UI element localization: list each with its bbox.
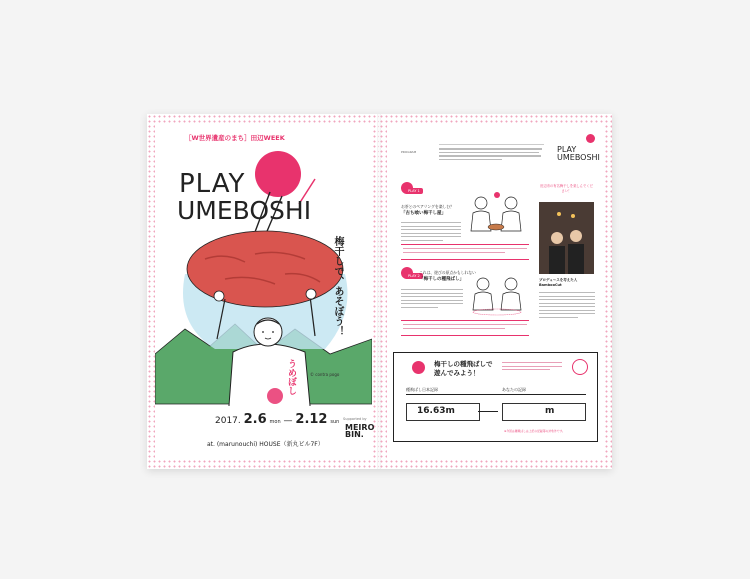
play1-info <box>401 244 529 260</box>
play1-heading-b: 「古ち喰い梅干し屋」 <box>401 211 446 216</box>
inside-logo-line1: PLAY <box>557 145 577 154</box>
play2-body <box>401 287 463 310</box>
seed-spitting-game-box <box>393 352 598 442</box>
play1-illustration <box>467 189 527 239</box>
brochure-spread <box>147 114 612 469</box>
play1-tag: PLAY 1 <box>405 188 423 194</box>
game-umeboshi-icon <box>412 361 425 374</box>
illustration-credit: © contra pogo <box>310 372 340 377</box>
cover-title-line1: PLAY <box>179 169 246 199</box>
venue: at. (marunouchi) HOUSE（新丸ビル7F） <box>207 441 324 448</box>
program-label: PROGRAM <box>401 150 417 154</box>
record-you-label: あなたの記録 <box>502 387 526 392</box>
supported-by: Supported by <box>343 417 367 421</box>
inside-page <box>379 114 612 469</box>
cover-page <box>147 114 379 469</box>
record-you-box[interactable] <box>502 403 586 421</box>
date-end: 2.12 <box>295 412 328 427</box>
right-col-body <box>539 290 595 320</box>
play2-heading-b: 「梅干しの種飛ばし」 <box>419 277 464 282</box>
inside-logo <box>557 146 600 162</box>
play2-illustration <box>467 272 527 317</box>
inside-panel <box>387 124 604 459</box>
character-label: うめぼし <box>286 359 296 395</box>
cover-panel <box>155 124 375 459</box>
record-japan-value: 16.63m <box>417 406 455 416</box>
date-start-day: mon <box>269 419 281 425</box>
cover-vertical-text: 梅干しで、あそぼう！ <box>332 236 343 336</box>
play2-tag: PLAY 2 <box>405 273 423 279</box>
performers-photo-art <box>539 202 594 274</box>
performers-photo <box>539 202 594 274</box>
date-year: 2017. <box>215 416 241 426</box>
date-start: 2.6 <box>243 412 267 427</box>
record-divider <box>478 411 498 412</box>
cover-title-line2: UMEBOSHI <box>177 196 312 225</box>
cover-subtitle: ［W世界遺産のまち］田辺WEEK <box>185 134 285 142</box>
logo-umeboshi-dot <box>586 134 595 143</box>
game-title-b: 遊んでみよう！ <box>434 369 480 377</box>
game-title-a: 梅干しの種飛ばしで <box>434 360 493 368</box>
game-description <box>502 360 562 373</box>
right-col-heading: 田辺市の有名梅干しを楽しんでください！ <box>540 184 593 193</box>
sponsor-logo: MEIRO BIN. <box>345 423 375 439</box>
play1-body <box>401 220 461 243</box>
record-you-unit: m <box>545 406 555 416</box>
distance-arrow <box>406 394 586 395</box>
date-separator: — <box>283 416 293 426</box>
right-col-name: プロデュースを考えた人 BambooCut <box>539 278 578 287</box>
game-footnote: ※今回は種飛ばしは上記の記録等の対象外です。 <box>504 429 565 433</box>
play2-heading-a: これは、遊びの原点かもしれない <box>419 270 476 275</box>
play2-info <box>401 320 529 336</box>
record-japan-box <box>406 403 480 421</box>
date-end-day: sun <box>330 419 340 425</box>
event-dates <box>215 412 339 427</box>
spine-fold <box>377 114 381 469</box>
inside-logo-line2: UMEBOSHI <box>557 153 600 162</box>
record-japan-label: 種飛ばし日本記録 <box>406 387 438 392</box>
intro-text <box>439 144 544 162</box>
play1-heading-a: お茶とのペアリングを楽しむ？ <box>401 204 454 209</box>
game-badge-icon <box>572 359 588 375</box>
